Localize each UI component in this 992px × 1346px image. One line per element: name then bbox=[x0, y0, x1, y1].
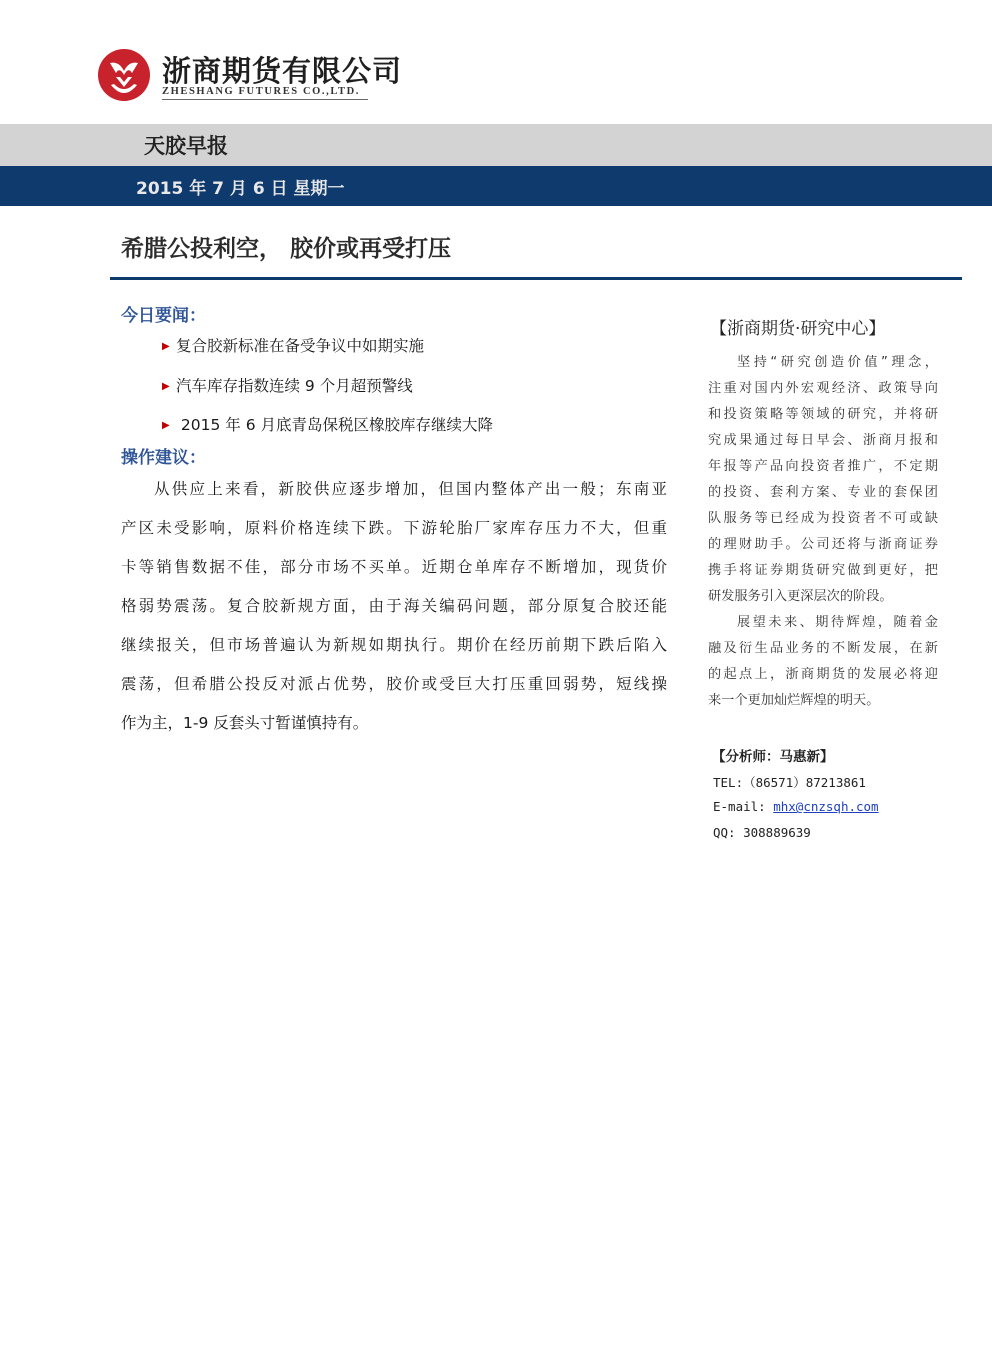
news-item-text: 汽车库存指数连续 9 个月超预警线 bbox=[176, 377, 413, 395]
red-triangle-bullet-icon: ▶ bbox=[162, 341, 170, 352]
intro-line: 融及衍生品业务的不断发展，在新 bbox=[708, 641, 938, 656]
analyst-email bbox=[713, 799, 879, 814]
company-name-en: ZHESHANG FUTURES CO.,LTD. bbox=[162, 86, 361, 97]
intro-line: 年报等产品向投资者推广，不定期 bbox=[708, 459, 938, 474]
analyst-name: 【分析师：马惠新】 bbox=[712, 749, 834, 765]
intro-line: 的理财助手。公司还将与浙商证券 bbox=[708, 537, 938, 552]
intro-line: 究成果通过每日早会、浙商月报和 bbox=[708, 433, 938, 448]
advice-line: 产区未受影响，原料价格连续下跌。下游轮胎厂家库存压力不大，但重 bbox=[121, 519, 667, 537]
intro-line: 和投资策略等领域的研究，并将研 bbox=[708, 407, 938, 422]
advice-line: 震荡，但希腊公投反对派占优势，胶价或受巨大打压重回弱势，短线操 bbox=[121, 675, 667, 693]
news-item bbox=[162, 374, 413, 396]
news-item-text: 2015 年 6 月底青岛保税区橡胶库存继续大降 bbox=[176, 416, 494, 434]
report-title: 天胶早报 bbox=[144, 134, 228, 158]
intro-line: 研发服务引入更深层次的阶段。 bbox=[708, 589, 893, 604]
advice-line: 从供应上来看，新胶供应逐步增加，但国内整体产出一般；东南亚 bbox=[154, 480, 667, 498]
intro-line: 注重对国内外宏观经济、政策导向 bbox=[708, 381, 938, 396]
intro-line: 的投资、套利方案、专业的套保团 bbox=[708, 485, 938, 500]
headline: 希腊公投利空， 胶价或再受打压 bbox=[121, 236, 452, 262]
news-section-title: 今日要闻： bbox=[121, 306, 206, 326]
date-bar bbox=[0, 166, 992, 206]
email-label: E-mail: bbox=[713, 799, 766, 814]
intro-line: 展望未来、期待辉煌，随着金 bbox=[737, 615, 938, 630]
research-center-heading: 【浙商期货·研究中心】 bbox=[710, 319, 886, 339]
advice-line: 继续报关，但市场普遍认为新规如期执行。期价在经历前期下跌后陷入 bbox=[121, 636, 667, 654]
advice-line: 作为主，1-9 反套头寸暂谨慎持有。 bbox=[121, 714, 369, 732]
headline-divider bbox=[110, 277, 962, 280]
advice-paragraph bbox=[121, 476, 667, 749]
news-item bbox=[162, 334, 424, 356]
report-title-bar bbox=[0, 124, 992, 166]
research-center-intro bbox=[708, 353, 938, 717]
news-item-text: 复合胶新标准在备受争议中如期实施 bbox=[176, 337, 425, 355]
advice-line: 卡等销售数据不佳，部分市场不买单。近期仓单库存不断增加，现货价 bbox=[121, 558, 667, 576]
report-date: 2015 年 7 月 6 日 星期一 bbox=[136, 179, 345, 199]
company-name-cn: 浙商期货有限公司 bbox=[162, 54, 403, 88]
red-triangle-bullet-icon: ▶ bbox=[162, 420, 170, 431]
intro-line: 携手将证券期货研究做到更好，把 bbox=[708, 563, 938, 578]
news-item bbox=[162, 413, 493, 435]
company-logo bbox=[96, 47, 403, 107]
intro-line: 来一个更加灿烂辉煌的明天。 bbox=[708, 693, 880, 708]
intro-line: 坚持“研究创造价值”理念， bbox=[737, 355, 938, 370]
intro-line: 的起点上，浙商期货的发展必将迎 bbox=[708, 667, 938, 682]
zheshang-logo-icon bbox=[96, 47, 152, 103]
advice-section-title: 操作建议： bbox=[121, 448, 206, 468]
intro-line: 队服务等已经成为投资者不可或缺 bbox=[708, 511, 938, 526]
red-triangle-bullet-icon: ▶ bbox=[162, 381, 170, 392]
analyst-tel: TEL:（86571）87213861 bbox=[713, 775, 866, 790]
advice-line: 格弱势震荡。复合胶新规方面，由于海关编码问题，部分原复合胶还能 bbox=[121, 597, 667, 615]
email-link[interactable]: mhx@cnzsqh.com bbox=[773, 799, 879, 814]
analyst-qq: QQ: 308889639 bbox=[713, 825, 811, 840]
logo-divider bbox=[162, 99, 368, 100]
